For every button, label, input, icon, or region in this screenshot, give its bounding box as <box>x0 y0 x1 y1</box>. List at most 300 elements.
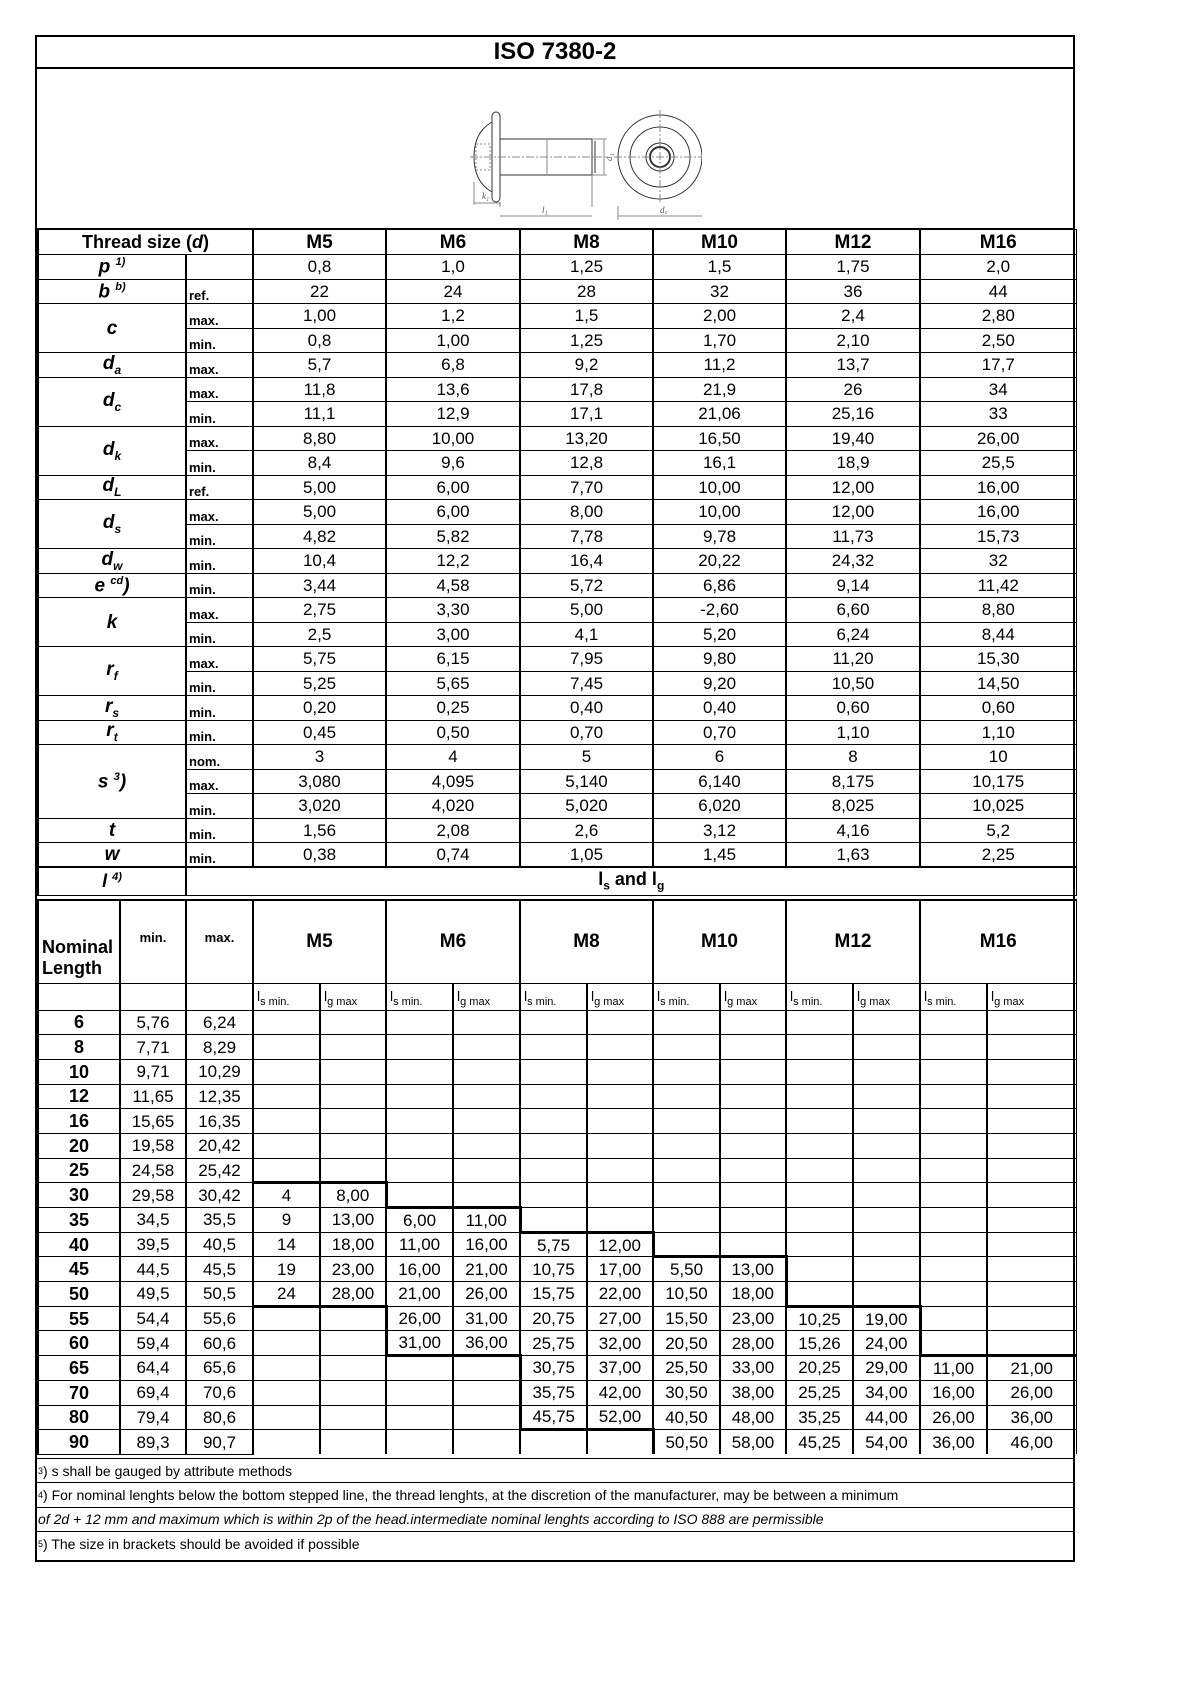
tolerance-label: min. <box>186 573 253 598</box>
nominal-length: 6 <box>38 1010 120 1035</box>
dimension-value: 24 <box>386 279 520 304</box>
dimension-value: 14,50 <box>920 671 1076 696</box>
length-min: 49,5 <box>120 1282 186 1307</box>
ls-min-value: 9 <box>253 1208 320 1233</box>
dimension-value: 5,25 <box>253 671 386 696</box>
dimension-value: 34 <box>920 377 1076 402</box>
dimension-row <box>38 426 1076 451</box>
lg-max-label: $l_{g max}$ <box>320 983 386 1010</box>
parameter-symbol: k <box>38 598 186 647</box>
d1-label: d₁ <box>604 153 614 161</box>
size-header: M10 <box>653 900 786 983</box>
nominal-length: 60 <box>38 1331 120 1356</box>
dimension-value: 11,8 <box>253 377 386 402</box>
dimensions-table <box>37 229 1077 896</box>
dimension-value: 5 <box>520 745 653 770</box>
length-min: 15,65 <box>120 1109 186 1134</box>
ls-min-value <box>520 1183 587 1208</box>
dimension-value: 6,86 <box>653 573 786 598</box>
lg-max-value: 58,00 <box>720 1430 786 1455</box>
ls-min-value <box>386 1010 453 1035</box>
dimension-value: 9,2 <box>520 353 653 378</box>
dimension-value: 1,25 <box>520 328 653 353</box>
dimension-value: 1,25 <box>520 255 653 280</box>
thread-size-label: Thread size (d) <box>38 230 253 255</box>
dimension-value: 12,8 <box>520 451 653 476</box>
size-header: M6 <box>386 900 520 983</box>
length-max: 55,6 <box>186 1306 253 1331</box>
footnote-text: of 2d + 12 mm and maximum which is within 2p of the head.intermediate nominal lenghts according to ISO 888 are permissible <box>38 1511 824 1528</box>
dimension-value: 5,65 <box>386 671 520 696</box>
length-row <box>38 1035 1076 1060</box>
dimension-value: 2,25 <box>920 843 1076 868</box>
lg-max-value <box>987 1282 1076 1307</box>
lg-max-value <box>453 1356 520 1381</box>
dimension-value: 21,9 <box>653 377 786 402</box>
lg-max-value: 12,00 <box>587 1232 653 1257</box>
dimension-value: 0,20 <box>253 696 386 721</box>
dimension-value: 21,06 <box>653 402 786 427</box>
dimension-value: 7,70 <box>520 475 653 500</box>
dimension-value: 3,12 <box>653 818 786 843</box>
footnote-text: ) The size in brackets should be avoided if possible <box>43 1535 360 1552</box>
lg-max-value <box>587 1035 653 1060</box>
lg-max-value <box>320 1306 386 1331</box>
dimension-value: 11,42 <box>920 573 1076 598</box>
parameter-symbol: e $^{cd}$) <box>38 573 186 598</box>
dimension-value: 6,140 <box>653 769 786 794</box>
screw-drawing-icon <box>442 82 702 207</box>
length-row <box>38 1331 1076 1356</box>
lg-max-value <box>987 1133 1076 1158</box>
lg-max-value <box>720 1109 786 1134</box>
lg-max-value <box>587 1133 653 1158</box>
dimension-value: 12,00 <box>786 475 920 500</box>
dimension-value: 4,1 <box>520 622 653 647</box>
ls-min-value: 45,75 <box>520 1405 587 1430</box>
lg-max-value <box>720 1035 786 1060</box>
dimension-value: 6,00 <box>386 500 520 525</box>
lg-max-value: 18,00 <box>720 1282 786 1307</box>
dimension-value: 5,82 <box>386 524 520 549</box>
ls-min-value <box>786 1282 853 1307</box>
ls-min-label: $l_{s min.}$ <box>786 983 853 1010</box>
length-symbol: l $^{4)}$ <box>38 867 186 895</box>
ls-min-value <box>653 1010 720 1035</box>
lg-max-value <box>587 1109 653 1134</box>
datasheet <box>35 35 1075 1562</box>
ls-min-value <box>786 1109 853 1134</box>
ls-lg-subheader-row <box>38 983 1076 1010</box>
dimension-value: 1,00 <box>253 304 386 329</box>
lg-max-value <box>587 1059 653 1084</box>
tolerance-label: min. <box>186 696 253 721</box>
dimension-row <box>38 451 1076 476</box>
ls-min-value <box>520 1035 587 1060</box>
dimension-value: 0,38 <box>253 843 386 868</box>
ls-min-value: 25,75 <box>520 1331 587 1356</box>
dimension-value: 26 <box>786 377 920 402</box>
dimension-value: 3 <box>253 745 386 770</box>
dimension-value: 1,10 <box>786 720 920 745</box>
ls-min-value <box>920 1331 987 1356</box>
dimension-value: 1,5 <box>653 255 786 280</box>
ls-min-value: 19 <box>253 1257 320 1282</box>
nominal-length: 50 <box>38 1282 120 1307</box>
dimension-value: 11,73 <box>786 524 920 549</box>
lg-max-value: 46,00 <box>987 1430 1076 1455</box>
nominal-length: 16 <box>38 1109 120 1134</box>
lg-max-value: 22,00 <box>587 1282 653 1307</box>
parameter-symbol: t <box>38 818 186 843</box>
dimension-value: 1,2 <box>386 304 520 329</box>
dimension-value: 2,50 <box>920 328 1076 353</box>
lg-max-value: 32,00 <box>587 1331 653 1356</box>
nominal-length: 10 <box>38 1059 120 1084</box>
ls-min-value: 31,00 <box>386 1331 453 1356</box>
ls-min-value <box>253 1158 320 1183</box>
ls-min-value <box>920 1158 987 1183</box>
dimension-value: 1,00 <box>386 328 520 353</box>
dimension-value: 0,60 <box>786 696 920 721</box>
dimension-value: 0,70 <box>520 720 653 745</box>
dimension-value: 4,020 <box>386 794 520 819</box>
ls-min-value: 10,75 <box>520 1257 587 1282</box>
ls-min-label: $l_{s min.}$ <box>920 983 987 1010</box>
lg-max-value <box>587 1010 653 1035</box>
dimension-value: 0,8 <box>253 328 386 353</box>
dimension-row <box>38 745 1076 770</box>
dimension-value: 26,00 <box>920 426 1076 451</box>
length-max: 6,24 <box>186 1010 253 1035</box>
ls-min-value <box>920 1084 987 1109</box>
lg-max-value <box>587 1430 653 1455</box>
lg-max-value <box>853 1109 920 1134</box>
lg-max-value <box>720 1084 786 1109</box>
dimension-value: 13,20 <box>520 426 653 451</box>
lg-max-value <box>720 1158 786 1183</box>
tolerance-label: min. <box>186 843 253 868</box>
length-max: 30,42 <box>186 1183 253 1208</box>
dimension-value: 1,63 <box>786 843 920 868</box>
nominal-length: 12 <box>38 1084 120 1109</box>
lg-max-value: 18,00 <box>320 1232 386 1257</box>
parameter-symbol: $d_a$ <box>38 353 186 378</box>
dimension-value: 10,50 <box>786 671 920 696</box>
parameter-symbol: $d_s$ <box>38 500 186 549</box>
dimension-value: 0,50 <box>386 720 520 745</box>
dimension-value: 16,00 <box>920 475 1076 500</box>
ls-min-value <box>253 1430 320 1455</box>
ls-min-value <box>253 1084 320 1109</box>
dimension-value: 7,95 <box>520 647 653 672</box>
ls-min-value <box>520 1208 587 1233</box>
length-row <box>38 1282 1076 1307</box>
ls-min-value <box>653 1208 720 1233</box>
dimension-value: 10,4 <box>253 549 386 574</box>
ls-min-value: 15,26 <box>786 1331 853 1356</box>
lg-max-value: 31,00 <box>453 1306 520 1331</box>
ls-min-value: 45,25 <box>786 1430 853 1455</box>
lg-max-value: 36,00 <box>987 1405 1076 1430</box>
dimension-value: 4,16 <box>786 818 920 843</box>
footnote <box>37 1531 1073 1555</box>
lg-max-value: 11,00 <box>453 1208 520 1233</box>
ls-min-label: $l_{s min.}$ <box>386 983 453 1010</box>
tolerance-label: min. <box>186 818 253 843</box>
dimension-value: 0,74 <box>386 843 520 868</box>
dimension-value: 28 <box>520 279 653 304</box>
ls-min-value <box>253 1405 320 1430</box>
size-header: M8 <box>520 900 653 983</box>
ls-min-label: $l_{s min.}$ <box>520 983 587 1010</box>
parameter-symbol: b $^{b)}$ <box>38 279 186 304</box>
dimension-value: 25,16 <box>786 402 920 427</box>
tolerance-label: max. <box>186 304 253 329</box>
length-row <box>38 1306 1076 1331</box>
lg-max-value <box>987 1306 1076 1331</box>
lg-max-value <box>853 1232 920 1257</box>
size-header: M5 <box>253 900 386 983</box>
dimension-row <box>38 500 1076 525</box>
dimension-value: 9,14 <box>786 573 920 598</box>
dimension-value: 2,6 <box>520 818 653 843</box>
dimension-value: 8 <box>786 745 920 770</box>
parameter-symbol: w <box>38 843 186 868</box>
dimension-value: 2,00 <box>653 304 786 329</box>
dimension-value: 8,80 <box>253 426 386 451</box>
size-header: M12 <box>786 900 920 983</box>
length-header-row <box>38 900 1076 983</box>
lg-max-value <box>320 1035 386 1060</box>
length-max: 35,5 <box>186 1208 253 1233</box>
length-max: 60,6 <box>186 1331 253 1356</box>
parameter-symbol: $r_s$ <box>38 696 186 721</box>
lg-max-value <box>987 1331 1076 1356</box>
ls-min-value: 21,00 <box>386 1282 453 1307</box>
size-header-row <box>38 230 1076 255</box>
ls-min-value <box>920 1282 987 1307</box>
ls-min-value <box>520 1059 587 1084</box>
dimension-value: 6 <box>653 745 786 770</box>
length-row <box>38 1133 1076 1158</box>
size-header: M16 <box>920 900 1076 983</box>
tolerance-label: max. <box>186 353 253 378</box>
length-min: 44,5 <box>120 1257 186 1282</box>
length-min: 69,4 <box>120 1380 186 1405</box>
dimension-value: 3,020 <box>253 794 386 819</box>
document-title: ISO 7380-2 <box>37 37 1073 69</box>
dimension-value: 32 <box>653 279 786 304</box>
blank-cell <box>186 983 253 1010</box>
length-max: 50,5 <box>186 1282 253 1307</box>
tolerance-label: max. <box>186 598 253 623</box>
dimension-value: 36 <box>786 279 920 304</box>
lg-max-value: 36,00 <box>453 1331 520 1356</box>
nominal-length: 70 <box>38 1380 120 1405</box>
length-row <box>38 1380 1076 1405</box>
ls-min-value: 4 <box>253 1183 320 1208</box>
lg-max-value: 26,00 <box>987 1380 1076 1405</box>
dimension-value: 4,095 <box>386 769 520 794</box>
dimension-value: 3,080 <box>253 769 386 794</box>
ls-min-value <box>920 1183 987 1208</box>
lg-max-value <box>320 1380 386 1405</box>
dimension-value: 5,2 <box>920 818 1076 843</box>
dc-label: d꜀ <box>660 206 668 215</box>
dimension-value: 6,8 <box>386 353 520 378</box>
ls-min-value <box>786 1035 853 1060</box>
lg-max-label: $l_{g max}$ <box>853 983 920 1010</box>
ls-min-value: 16,00 <box>386 1257 453 1282</box>
lg-max-value: 13,00 <box>320 1208 386 1233</box>
ls-min-value: 20,75 <box>520 1306 587 1331</box>
size-header: M6 <box>386 230 520 255</box>
dimension-value: 15,73 <box>920 524 1076 549</box>
lg-max-value <box>853 1257 920 1282</box>
dimension-value: 6,020 <box>653 794 786 819</box>
lg-max-value <box>453 1405 520 1430</box>
dimension-value: 2,10 <box>786 328 920 353</box>
dimension-value: 0,40 <box>653 696 786 721</box>
tolerance-label: max. <box>186 769 253 794</box>
dimension-value: -2,60 <box>653 598 786 623</box>
lg-max-value: 21,00 <box>987 1356 1076 1381</box>
length-row <box>38 1208 1076 1233</box>
tolerance-label: ref. <box>186 475 253 500</box>
lg-max-value <box>320 1133 386 1158</box>
lg-max-value: 44,00 <box>853 1405 920 1430</box>
lg-max-value <box>320 1331 386 1356</box>
dimension-value: 2,5 <box>253 622 386 647</box>
lg-max-value <box>720 1133 786 1158</box>
lg-max-value <box>720 1232 786 1257</box>
length-row <box>38 1405 1076 1430</box>
ls-min-value <box>520 1158 587 1183</box>
ls-min-value <box>386 1405 453 1430</box>
ls-min-value: 40,50 <box>653 1405 720 1430</box>
dimension-value: 4,58 <box>386 573 520 598</box>
dimension-value: 13,7 <box>786 353 920 378</box>
dimension-row <box>38 598 1076 623</box>
ls-min-value <box>653 1084 720 1109</box>
footnote-mark: 5 <box>38 1538 44 1549</box>
dimension-value: 8,025 <box>786 794 920 819</box>
dimension-row <box>38 279 1076 304</box>
length-max: 45,5 <box>186 1257 253 1282</box>
dimension-value: 1,05 <box>520 843 653 868</box>
tolerance-label: max. <box>186 426 253 451</box>
ls-min-value <box>786 1208 853 1233</box>
lg-max-value <box>853 1133 920 1158</box>
dimension-value: 6,24 <box>786 622 920 647</box>
ls-min-value <box>386 1109 453 1134</box>
lg-max-value <box>853 1282 920 1307</box>
length-min: 7,71 <box>120 1035 186 1060</box>
lg-max-value <box>320 1356 386 1381</box>
lg-max-value <box>987 1035 1076 1060</box>
lg-max-value <box>853 1084 920 1109</box>
length-min: 34,5 <box>120 1208 186 1233</box>
size-header: M10 <box>653 230 786 255</box>
dimension-row <box>38 475 1076 500</box>
lg-max-value <box>453 1010 520 1035</box>
tolerance-label: min. <box>186 451 253 476</box>
ls-min-value <box>520 1109 587 1134</box>
blank-cell <box>38 983 120 1010</box>
ls-min-value <box>520 1430 587 1455</box>
dimension-value: 2,4 <box>786 304 920 329</box>
lg-max-value <box>720 1183 786 1208</box>
ls-min-value <box>253 1306 320 1331</box>
ls-min-value <box>920 1133 987 1158</box>
lg-max-value <box>453 1084 520 1109</box>
tolerance-label: min. <box>186 524 253 549</box>
lg-max-value <box>720 1010 786 1035</box>
dimension-row <box>38 622 1076 647</box>
dimension-value: 19,40 <box>786 426 920 451</box>
dimension-value: 16,4 <box>520 549 653 574</box>
lg-max-value: 33,00 <box>720 1356 786 1381</box>
dimension-row <box>38 818 1076 843</box>
ls-min-value: 26,00 <box>386 1306 453 1331</box>
ls-min-value <box>653 1035 720 1060</box>
lg-max-value: 13,00 <box>720 1257 786 1282</box>
lg-max-value: 23,00 <box>320 1257 386 1282</box>
nominal-length: 40 <box>38 1232 120 1257</box>
size-header: M16 <box>920 230 1076 255</box>
dimension-value: 10,00 <box>653 500 786 525</box>
lg-max-value: 29,00 <box>853 1356 920 1381</box>
lg-max-value: 21,00 <box>453 1257 520 1282</box>
lg-max-value <box>453 1430 520 1455</box>
lg-max-value: 17,00 <box>587 1257 653 1282</box>
tolerance-label: max. <box>186 377 253 402</box>
parameter-symbol: $d_L$ <box>38 475 186 500</box>
ls-min-value: 15,75 <box>520 1282 587 1307</box>
ls-min-label: $l_{s min.}$ <box>253 983 320 1010</box>
tolerance-label: nom. <box>186 745 253 770</box>
ls-min-value <box>520 1133 587 1158</box>
ls-min-value <box>920 1257 987 1282</box>
dimension-value: 3,44 <box>253 573 386 598</box>
dimension-row <box>38 794 1076 819</box>
lg-max-value <box>987 1059 1076 1084</box>
dimension-value: 0,25 <box>386 696 520 721</box>
nominal-length: 55 <box>38 1306 120 1331</box>
dimension-row <box>38 671 1076 696</box>
length-min: 79,4 <box>120 1405 186 1430</box>
ls-min-value <box>920 1010 987 1035</box>
footnote-text: ) For nominal lenghts below the bottom stepped line, the thread lenghts, at the discretion of the manufacturer, may be between a minimum <box>43 1486 899 1503</box>
lg-max-label: $l_{g max}$ <box>587 983 653 1010</box>
dimension-value: 6,15 <box>386 647 520 672</box>
dimension-value: 0,70 <box>653 720 786 745</box>
tolerance-label: min. <box>186 402 253 427</box>
dimension-value: 18,9 <box>786 451 920 476</box>
parameter-symbol: $d_w$ <box>38 549 186 574</box>
ls-min-value <box>520 1084 587 1109</box>
lg-max-label: $l_{g max}$ <box>987 983 1076 1010</box>
dimension-value: 17,1 <box>520 402 653 427</box>
length-min: 29,58 <box>120 1183 186 1208</box>
ls-min-value: 35,75 <box>520 1380 587 1405</box>
length-max: 80,6 <box>186 1405 253 1430</box>
dimension-value: 0,40 <box>520 696 653 721</box>
lg-max-value <box>987 1183 1076 1208</box>
footnote-mark: 4 <box>38 1489 44 1500</box>
dimension-value: 2,80 <box>920 304 1076 329</box>
